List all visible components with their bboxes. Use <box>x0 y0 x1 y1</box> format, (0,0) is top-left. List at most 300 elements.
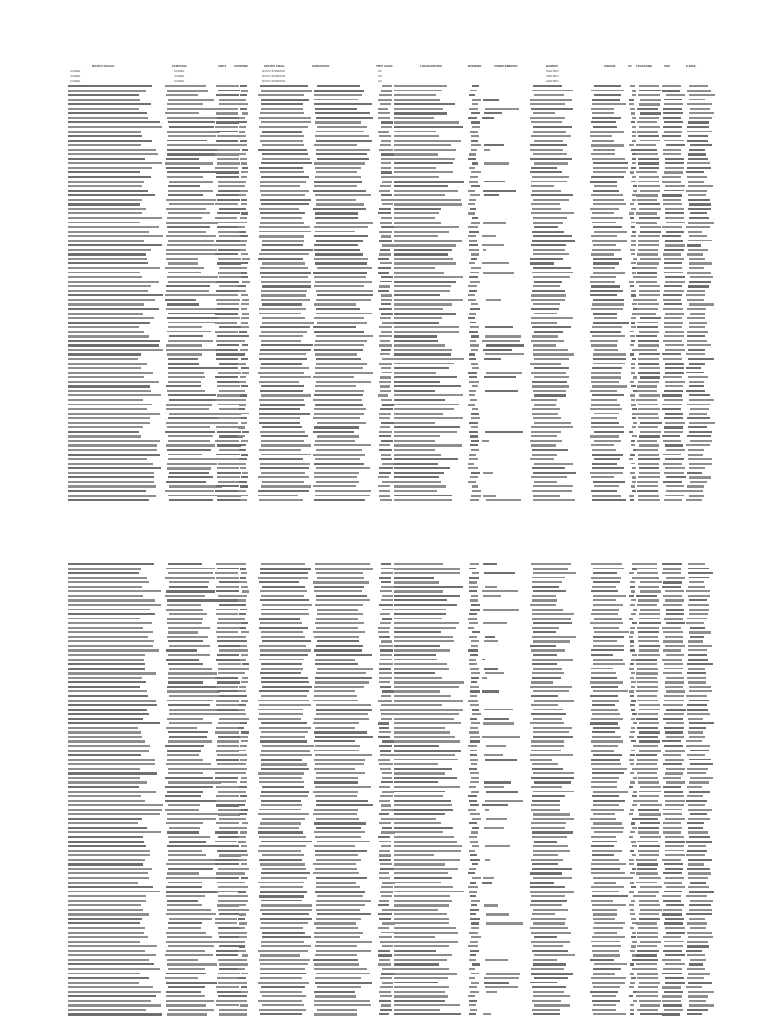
table-cell <box>664 303 682 305</box>
table-cell <box>68 435 141 437</box>
table-cell <box>690 276 713 278</box>
table-cell <box>218 813 240 815</box>
table-cell <box>532 240 575 242</box>
table-cell <box>469 1000 477 1002</box>
table-cell <box>314 759 365 761</box>
table-cell <box>167 718 203 720</box>
table-cell <box>262 144 305 146</box>
cell-bairro: CENTRO <box>546 79 559 83</box>
table-cell <box>531 108 573 110</box>
table-cell <box>470 326 479 328</box>
table-cell <box>591 121 617 123</box>
table-cell <box>482 262 509 264</box>
table-cell <box>68 868 152 870</box>
table-cell <box>631 244 636 246</box>
table-cell <box>260 190 309 192</box>
table-cell <box>532 763 559 765</box>
table-cell <box>68 426 143 428</box>
table-cell <box>593 822 622 824</box>
table-cell <box>381 194 391 196</box>
table-cell <box>167 153 221 155</box>
table-cell <box>686 294 704 296</box>
table-cell <box>218 809 242 811</box>
table-cell <box>217 158 239 160</box>
table-cell <box>471 791 478 793</box>
table-cell <box>469 358 476 360</box>
table-cell <box>471 258 477 260</box>
table-cell <box>316 772 365 774</box>
table-cell <box>259 126 308 128</box>
table-cell <box>594 85 621 87</box>
table-cell <box>165 745 204 747</box>
table-cell <box>261 99 309 101</box>
table-cell <box>637 818 658 820</box>
table-cell <box>315 404 363 406</box>
table-cell <box>315 167 360 169</box>
table-cell <box>262 244 303 246</box>
table-cell <box>382 777 392 779</box>
table-cell <box>593 727 620 729</box>
table-cell <box>381 331 392 333</box>
table-cell <box>261 609 308 611</box>
table-cell <box>469 590 476 592</box>
table-cell <box>665 444 684 446</box>
table-cell <box>593 313 616 315</box>
table-cell <box>168 945 214 947</box>
table-cell <box>470 176 478 178</box>
table-cell <box>216 1004 239 1006</box>
table-cell <box>534 140 563 142</box>
table-cell <box>686 740 702 742</box>
table-cell <box>534 394 566 396</box>
table-cell <box>687 404 710 406</box>
table-cell <box>379 1000 390 1002</box>
table-cell <box>68 995 156 997</box>
table-cell <box>637 481 658 483</box>
table-cell <box>638 404 658 406</box>
table-cell <box>314 181 363 183</box>
table-cell <box>169 335 203 337</box>
table-cell <box>593 791 628 793</box>
table-cell <box>379 467 393 469</box>
table-cell <box>261 791 309 793</box>
table-cell <box>394 841 457 843</box>
table-cell <box>68 918 142 920</box>
table-cell <box>314 258 368 260</box>
table-cell <box>241 253 248 255</box>
table-cell <box>590 131 623 133</box>
table-cell <box>637 932 658 934</box>
table-cell <box>394 822 441 824</box>
table-cell <box>665 185 685 187</box>
table-cell <box>689 609 709 611</box>
table-cell <box>688 804 705 806</box>
table-cell <box>379 672 392 674</box>
table-cell <box>594 458 620 460</box>
table-cell <box>68 131 141 133</box>
table-cell <box>630 850 634 852</box>
table-cell <box>638 631 659 633</box>
table-cell <box>239 768 246 770</box>
table-cell <box>381 399 392 401</box>
table-cell <box>394 121 459 123</box>
table-cell <box>315 440 355 442</box>
table-cell <box>380 754 393 756</box>
table-cell <box>217 977 239 979</box>
table-cell <box>468 995 474 997</box>
table-cell <box>216 349 238 351</box>
table-cell <box>482 690 499 692</box>
table-cell <box>689 431 712 433</box>
table-cell <box>394 863 445 865</box>
header-cnpj: CNPJ <box>218 64 227 68</box>
table-cell <box>689 413 707 415</box>
table-cell <box>217 344 240 346</box>
table-cell <box>169 736 208 738</box>
table-cell <box>240 895 248 897</box>
table-cell <box>314 317 364 319</box>
table-cell <box>68 945 157 947</box>
table-cell <box>638 640 659 642</box>
table-cell <box>314 413 364 415</box>
table-cell <box>239 381 246 383</box>
table-cell <box>380 185 391 187</box>
table-cell <box>168 854 206 856</box>
table-cell <box>379 727 390 729</box>
table-cell <box>531 713 566 715</box>
table-cell <box>631 317 636 319</box>
table-cell <box>469 1013 475 1015</box>
table-cell <box>394 977 448 979</box>
table-cell <box>665 590 684 592</box>
table-cell <box>258 850 301 852</box>
table-cell <box>313 863 356 865</box>
table-cell <box>166 199 216 201</box>
table-cell <box>640 609 661 611</box>
table-cell <box>316 358 360 360</box>
table-cell <box>379 417 390 419</box>
table-cell <box>630 927 634 929</box>
table-cell <box>472 126 481 128</box>
table-cell <box>640 804 662 806</box>
table-cell <box>663 631 683 633</box>
table-cell <box>241 809 248 811</box>
table-cell <box>394 759 458 761</box>
table-cell <box>532 490 572 492</box>
cell-fantasia: COMEL <box>174 69 185 73</box>
table-cell <box>636 872 657 874</box>
table-cell <box>258 718 300 720</box>
table-cell <box>242 954 248 956</box>
table-cell <box>317 267 373 269</box>
table-cell <box>167 750 201 752</box>
table-cell <box>68 472 154 474</box>
table-cell <box>317 609 359 611</box>
table-cell <box>260 973 306 975</box>
table-cell <box>630 731 635 733</box>
table-cell <box>380 941 393 943</box>
table-cell <box>484 754 502 756</box>
table-cell <box>470 609 480 611</box>
table-cell <box>241 863 247 865</box>
table-cell <box>666 449 685 451</box>
table-cell <box>533 131 566 133</box>
table-cell <box>665 276 684 278</box>
table-cell <box>215 331 238 333</box>
table-cell <box>379 745 392 747</box>
table-cell <box>594 631 629 633</box>
table-cell <box>313 791 358 793</box>
table-cell <box>241 654 247 656</box>
table-cell <box>664 663 683 665</box>
table-cell <box>313 454 365 456</box>
table-cell <box>639 740 660 742</box>
table-cell <box>666 144 685 146</box>
table-cell <box>687 290 706 292</box>
table-cell <box>394 322 439 324</box>
table-cell <box>68 222 140 224</box>
table-cell <box>482 804 508 806</box>
table-cell <box>632 162 636 164</box>
table-cell <box>688 731 703 733</box>
table-cell <box>468 294 474 296</box>
table-cell <box>317 577 365 579</box>
table-cell <box>259 417 300 419</box>
table-cell <box>218 463 240 465</box>
table-cell <box>68 308 159 310</box>
table-cell <box>532 272 573 274</box>
table-cell <box>378 963 391 965</box>
table-cell <box>241 909 249 911</box>
table-cell <box>666 690 686 692</box>
table-cell <box>68 663 145 665</box>
table-cell <box>534 1004 570 1006</box>
table-cell <box>666 622 686 624</box>
table-cell <box>313 208 366 210</box>
header-complemento: COMPLEMENTO <box>494 64 518 68</box>
table-cell <box>240 467 246 469</box>
table-cell <box>241 868 249 870</box>
table-cell <box>639 649 660 651</box>
table-cell <box>167 303 199 305</box>
table-cell <box>690 959 707 961</box>
table-cell <box>664 791 683 793</box>
table-cell <box>662 226 681 228</box>
table-cell <box>531 167 557 169</box>
table-cell <box>663 813 682 815</box>
table-cell <box>216 950 239 952</box>
table-cell <box>260 918 312 920</box>
table-cell <box>472 827 479 829</box>
table-cell <box>590 208 619 210</box>
table-cell <box>381 367 391 369</box>
table-cell <box>663 253 681 255</box>
table-cell <box>663 376 683 378</box>
table-cell <box>394 986 449 988</box>
table-cell <box>590 818 615 820</box>
table-cell <box>240 140 247 142</box>
table-cell <box>636 563 657 565</box>
table-cell <box>485 586 497 588</box>
table-cell <box>639 103 660 105</box>
cell-fantasia: COMEL <box>174 74 185 78</box>
table-cell <box>591 786 616 788</box>
table-cell <box>394 472 444 474</box>
table-cell <box>662 586 681 588</box>
table-cell <box>665 772 683 774</box>
table-cell <box>314 731 367 733</box>
table-cell <box>533 813 569 815</box>
table-cell <box>394 258 453 260</box>
table-cell <box>469 786 476 788</box>
table-cell <box>663 294 683 296</box>
table-cell <box>215 376 238 378</box>
table-cell <box>630 335 635 337</box>
table-cell <box>216 140 238 142</box>
table-cell <box>532 663 556 665</box>
table-cell <box>638 458 659 460</box>
table-cell <box>689 463 712 465</box>
table-cell <box>534 841 557 843</box>
table-cell <box>259 408 300 410</box>
table-cell <box>471 927 478 929</box>
table-cell <box>640 431 662 433</box>
table-cell <box>666 222 685 224</box>
table-cell <box>168 476 213 478</box>
table-cell <box>638 499 660 501</box>
table-cell <box>262 131 302 133</box>
table-cell <box>662 627 681 629</box>
table-cell <box>689 381 704 383</box>
table-cell <box>664 267 682 269</box>
table-cell <box>168 495 219 497</box>
table-cell <box>688 376 708 378</box>
table-cell <box>470 322 477 324</box>
table-cell <box>378 627 390 629</box>
table-cell <box>168 772 202 774</box>
table-cell <box>470 954 476 956</box>
table-cell <box>169 645 210 647</box>
table-cell <box>261 668 303 670</box>
table-cell <box>531 317 573 319</box>
table-cell <box>532 836 567 838</box>
table-cell <box>687 126 709 128</box>
table-cell <box>381 349 391 351</box>
table-cell <box>261 695 308 697</box>
table-cell <box>215 918 237 920</box>
table-cell <box>68 932 144 934</box>
table-cell <box>533 995 570 997</box>
table-cell <box>259 226 310 228</box>
table-cell <box>592 700 620 702</box>
table-cell <box>639 791 661 793</box>
table-cell <box>394 854 434 856</box>
table-cell <box>531 681 553 683</box>
table-cell <box>666 886 685 888</box>
table-cell <box>166 877 216 879</box>
table-cell <box>629 458 633 460</box>
table-cell <box>167 636 208 638</box>
table-cell <box>261 472 306 474</box>
table-cell <box>594 932 617 934</box>
table-cell <box>632 435 637 437</box>
table-cell <box>630 108 635 110</box>
table-cell <box>380 659 392 661</box>
table-cell <box>636 335 656 337</box>
table-cell <box>394 408 454 410</box>
table-cell <box>68 672 156 674</box>
table-cell <box>394 973 457 975</box>
table-cell <box>530 103 564 105</box>
table-cell <box>218 663 241 665</box>
table-cell <box>378 722 388 724</box>
table-cell <box>313 417 360 419</box>
table-cell <box>485 672 505 674</box>
table-cell <box>167 467 211 469</box>
table-cell <box>686 895 706 897</box>
table-cell <box>688 654 707 656</box>
table-cell <box>258 372 304 374</box>
table-cell <box>637 1009 658 1011</box>
table-cell <box>168 322 218 324</box>
table-cell <box>534 954 575 956</box>
table-cell <box>630 963 634 965</box>
table-cell <box>260 222 304 224</box>
table-cell <box>472 631 481 633</box>
table-cell <box>629 668 634 670</box>
table-cell <box>631 750 635 752</box>
table-cell <box>688 845 706 847</box>
table-cell <box>639 704 659 706</box>
table-cell <box>216 872 238 874</box>
table-cell <box>394 909 438 911</box>
table-cell <box>663 108 682 110</box>
table-cell <box>216 454 240 456</box>
table-cell <box>68 745 150 747</box>
table-cell <box>241 991 249 993</box>
table-cell <box>593 968 621 970</box>
table-cell <box>260 599 309 601</box>
table-cell <box>166 94 198 96</box>
table-cell <box>216 804 239 806</box>
table-cell <box>169 613 207 615</box>
table-cell <box>590 408 622 410</box>
table-cell <box>218 668 241 670</box>
table-cell <box>165 977 198 979</box>
table-cell <box>394 404 459 406</box>
table-cell <box>166 950 205 952</box>
table-cell <box>261 941 303 943</box>
table-cell <box>240 604 246 606</box>
table-cell <box>167 226 210 228</box>
table-cell <box>258 476 309 478</box>
table-cell <box>316 467 370 469</box>
header-numero: NÚMERO <box>468 64 482 68</box>
table-cell <box>315 795 357 797</box>
table-cell <box>378 290 389 292</box>
table-cell <box>217 499 240 501</box>
table-cell <box>632 426 636 428</box>
table-cell <box>630 831 635 833</box>
table-cell <box>378 736 390 738</box>
table-cell <box>662 913 682 915</box>
table-cell <box>168 135 216 137</box>
table-cell <box>631 727 635 729</box>
table-cell <box>689 700 709 702</box>
table-cell <box>68 176 151 178</box>
table-cell <box>216 795 238 797</box>
table-cell <box>534 977 569 979</box>
